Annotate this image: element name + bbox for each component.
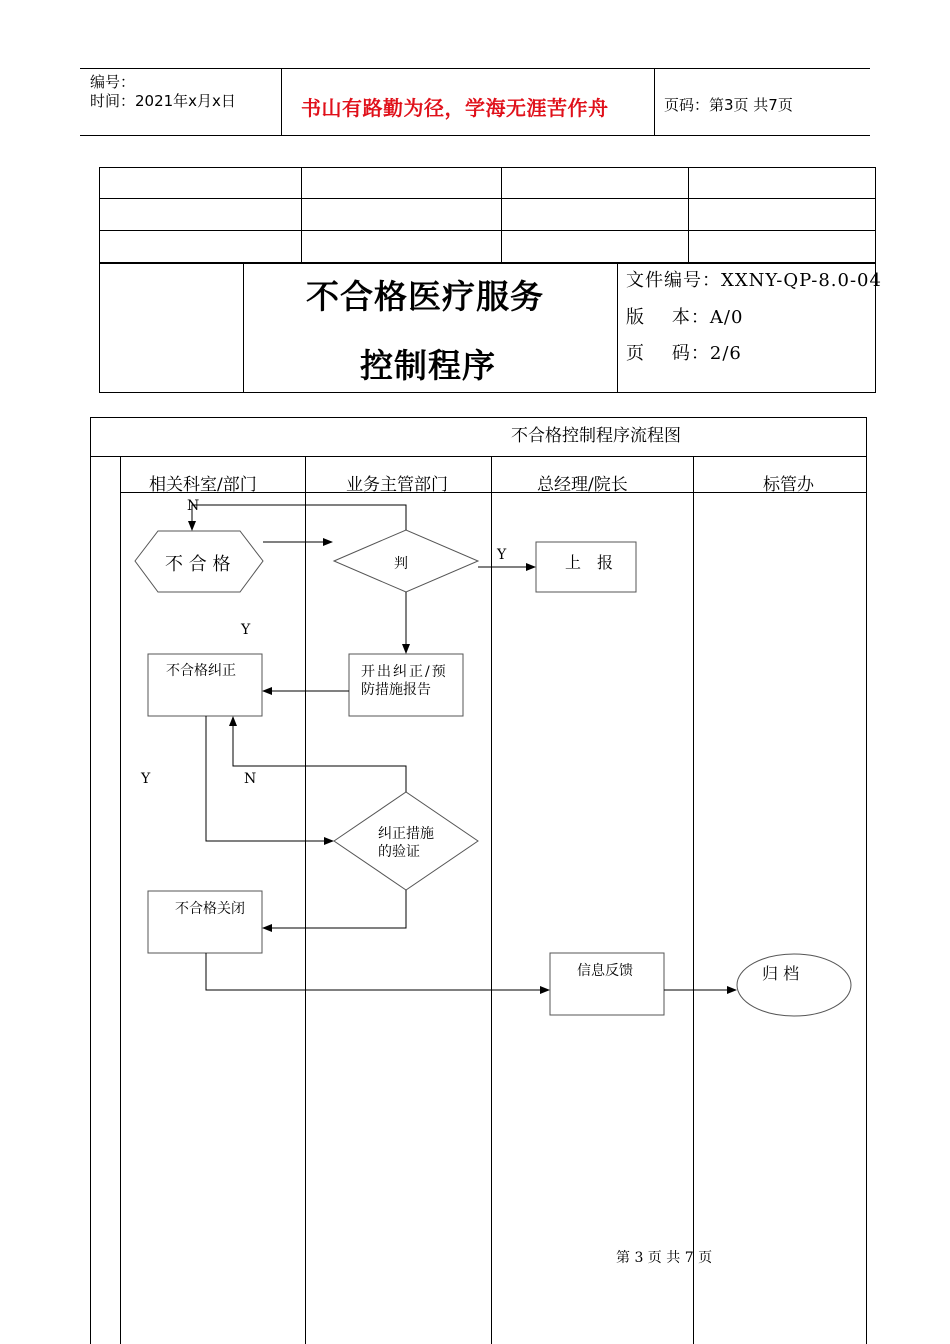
node-verify-line2: 的验证 — [378, 844, 420, 860]
doc-title-line1: 不合格医疗服务 — [306, 277, 544, 316]
doc-file-number: 文件编号：XXNY-QP-8.0-04 — [626, 270, 882, 291]
node-archive-label: 归 档 — [762, 964, 800, 983]
label-n-top: N — [187, 498, 200, 514]
header-motto: 书山有路勤为径，学海无涯苦作舟 — [301, 96, 609, 120]
node-report-label: 上 报 — [565, 553, 614, 572]
node-feedback-label: 信息反馈 — [577, 963, 633, 979]
lane-general-manager: 总经理/院长 — [537, 475, 628, 495]
connector-judge-n-loop — [192, 505, 406, 530]
lane-business-management: 业务主管部门 — [346, 475, 448, 495]
node-correct-label: 不合格纠正 — [166, 663, 236, 679]
node-nonconform-label: 不 合 格 — [165, 554, 231, 575]
header-time: 时间：2021年x月x日 — [90, 92, 236, 110]
connector-correct-verify — [206, 716, 333, 841]
doc-title-line2: 控制程序 — [360, 346, 496, 385]
header-number: 编号： — [90, 73, 136, 91]
lane-standards-office: 标管办 — [763, 475, 814, 495]
node-verify-line1: 纠正措施 — [378, 826, 434, 842]
footer-page-number: 第 3 页 共 7 页 — [616, 1250, 713, 1266]
flowchart-title: 不合格控制程序流程图 — [511, 426, 681, 446]
node-issue-report-line1: 开出纠正/预 — [361, 664, 448, 680]
connector-verify-n-correct — [233, 717, 406, 792]
label-y-correct: Y — [241, 622, 251, 638]
connector-close-feedback — [206, 953, 549, 990]
connector-verify-close — [263, 890, 406, 928]
lane-departments: 相关科室/部门 — [149, 475, 257, 495]
node-judge-label: 判 — [394, 556, 408, 572]
node-close-label: 不合格关闭 — [175, 901, 245, 917]
doc-page: 页 码：2/6 — [626, 343, 742, 364]
header-page: 页码：第3页 共7页 — [664, 96, 793, 114]
label-y-report: Y — [497, 547, 507, 563]
node-issue-report-line2: 防措施报告 — [361, 682, 431, 698]
label-y-left: Y — [141, 771, 151, 787]
doc-version: 版 本：A/0 — [626, 307, 744, 328]
label-n-verify: N — [244, 771, 257, 787]
